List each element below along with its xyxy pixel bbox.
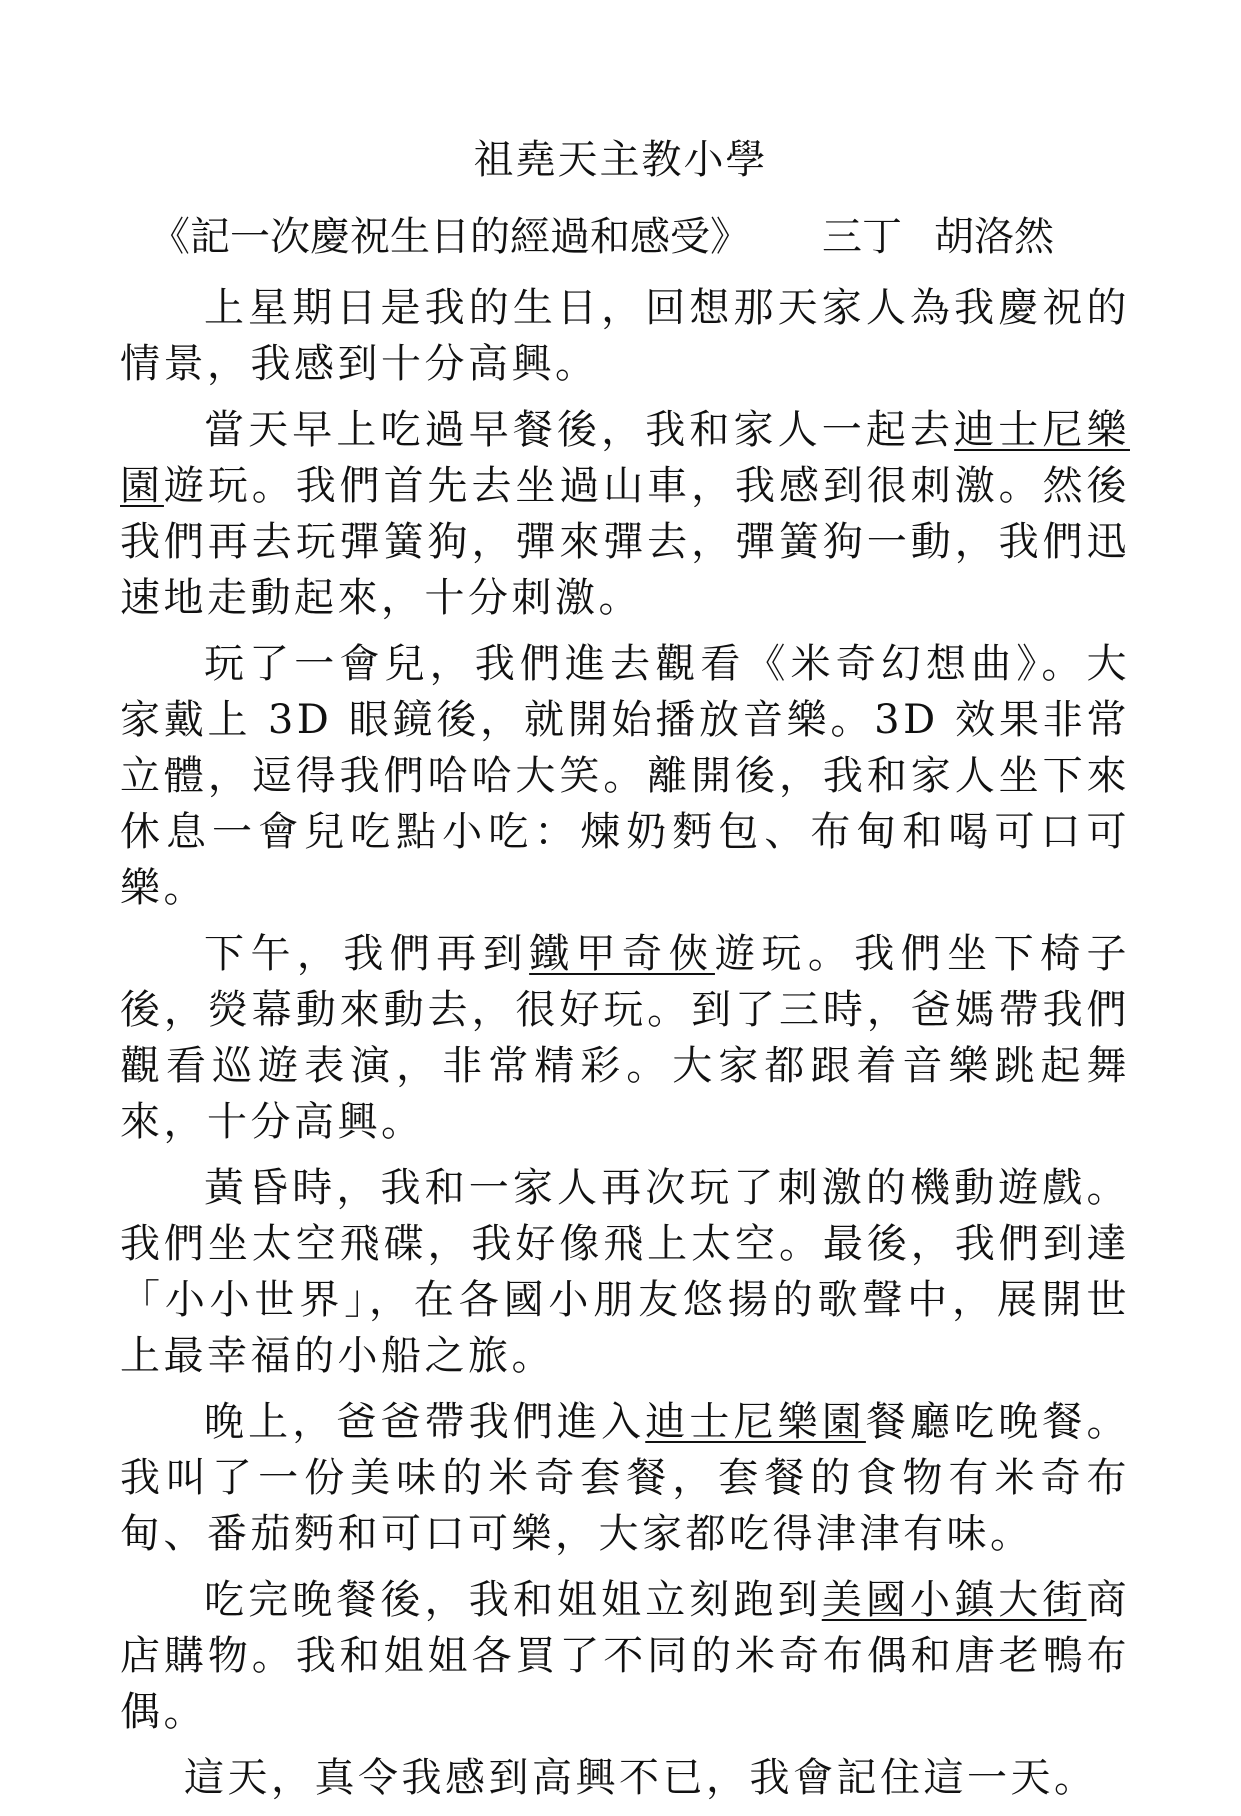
paragraph-text: 商店購物。我和姐姐各買了不同的米奇布偶和唐老鴨布偶。 (120, 1577, 1130, 1735)
paragraph-text: 遊玩。我們首先去坐過山車，我感到很刺激。然後我們再去玩彈簧狗，彈來彈去，彈簧狗一動，我們迅速地走動起來，十分刺激。 (120, 463, 1131, 621)
paragraph-6 (120, 1394, 1130, 1562)
place-name-underlined: 鐵甲奇俠 (529, 931, 715, 977)
paragraph-5 (120, 1160, 1130, 1384)
paragraph-4 (120, 926, 1130, 1150)
paragraph-3 (120, 636, 1130, 916)
student-class: 三丁 (822, 214, 902, 260)
essay-body (120, 280, 1130, 1816)
paragraph-2 (120, 402, 1130, 626)
paragraph-text: 餐廳吃晚餐。我叫了一份美味的米奇套餐，套餐的食物有米奇布甸、番茄麪和可口可樂，大家都吃得津津有味。 (120, 1399, 1130, 1557)
essay-header (150, 205, 1130, 262)
paragraph-text: 當天早上吃過早餐後，我和家人一起去 (204, 407, 955, 453)
paragraph-7 (120, 1572, 1130, 1740)
paragraph-text: 上星期日是我的生日，回想那天家人為我慶祝的情景，我感到十分高興。 (120, 285, 1130, 387)
paragraph-text: 吃完晚餐後，我和姐姐立刻跑到 (204, 1577, 822, 1623)
essay-title: 《記一次慶祝生日的經過和感受》 (150, 214, 750, 260)
place-name-underlined: 迪士尼樂園 (645, 1399, 866, 1445)
paragraph-text: 黃昏時，我和一家人再次玩了刺激的機動遊戲。我們坐太空飛碟，我好像飛上太空。最後，我們到達「小小世界」，在各國小朋友悠揚的歌聲中，展開世上最幸福的小船之旅。 (120, 1165, 1130, 1379)
paragraph-text: 這天，真令我感到高興不已，我會記住這一天。 (184, 1755, 1098, 1801)
paragraph-8 (120, 1750, 1130, 1806)
place-name-underlined: 迪士尼樂園 (120, 407, 1130, 509)
paragraph-text: 遊玩。我們坐下椅子後，熒幕動來動去，很好玩。到了三時，爸媽帶我們觀看巡遊表演，非常精彩。大家都跟着音樂跳起舞來，十分高興。 (120, 931, 1131, 1145)
place-name-underlined: 美國小鎮大街 (821, 1577, 1087, 1623)
paragraph-1 (120, 280, 1130, 392)
paragraph-text: 下午，我們再到 (204, 931, 530, 977)
student-name: 胡洛然 (934, 214, 1054, 260)
paragraph-text: 晚上，爸爸帶我們進入 (204, 1399, 646, 1445)
paragraph-text: 玩了一會兒，我們進去觀看《米奇幻想曲》。大家戴上 3D 眼鏡後，就開始播放音樂。3D 效果非常立體，逗得我們哈哈大笑。離開後，我和家人坐下來休息一會兒吃點小吃：煉奶麪包、布甸和喝可口可樂。 (120, 641, 1130, 911)
school-name: 祖堯天主教小學 (473, 137, 768, 183)
